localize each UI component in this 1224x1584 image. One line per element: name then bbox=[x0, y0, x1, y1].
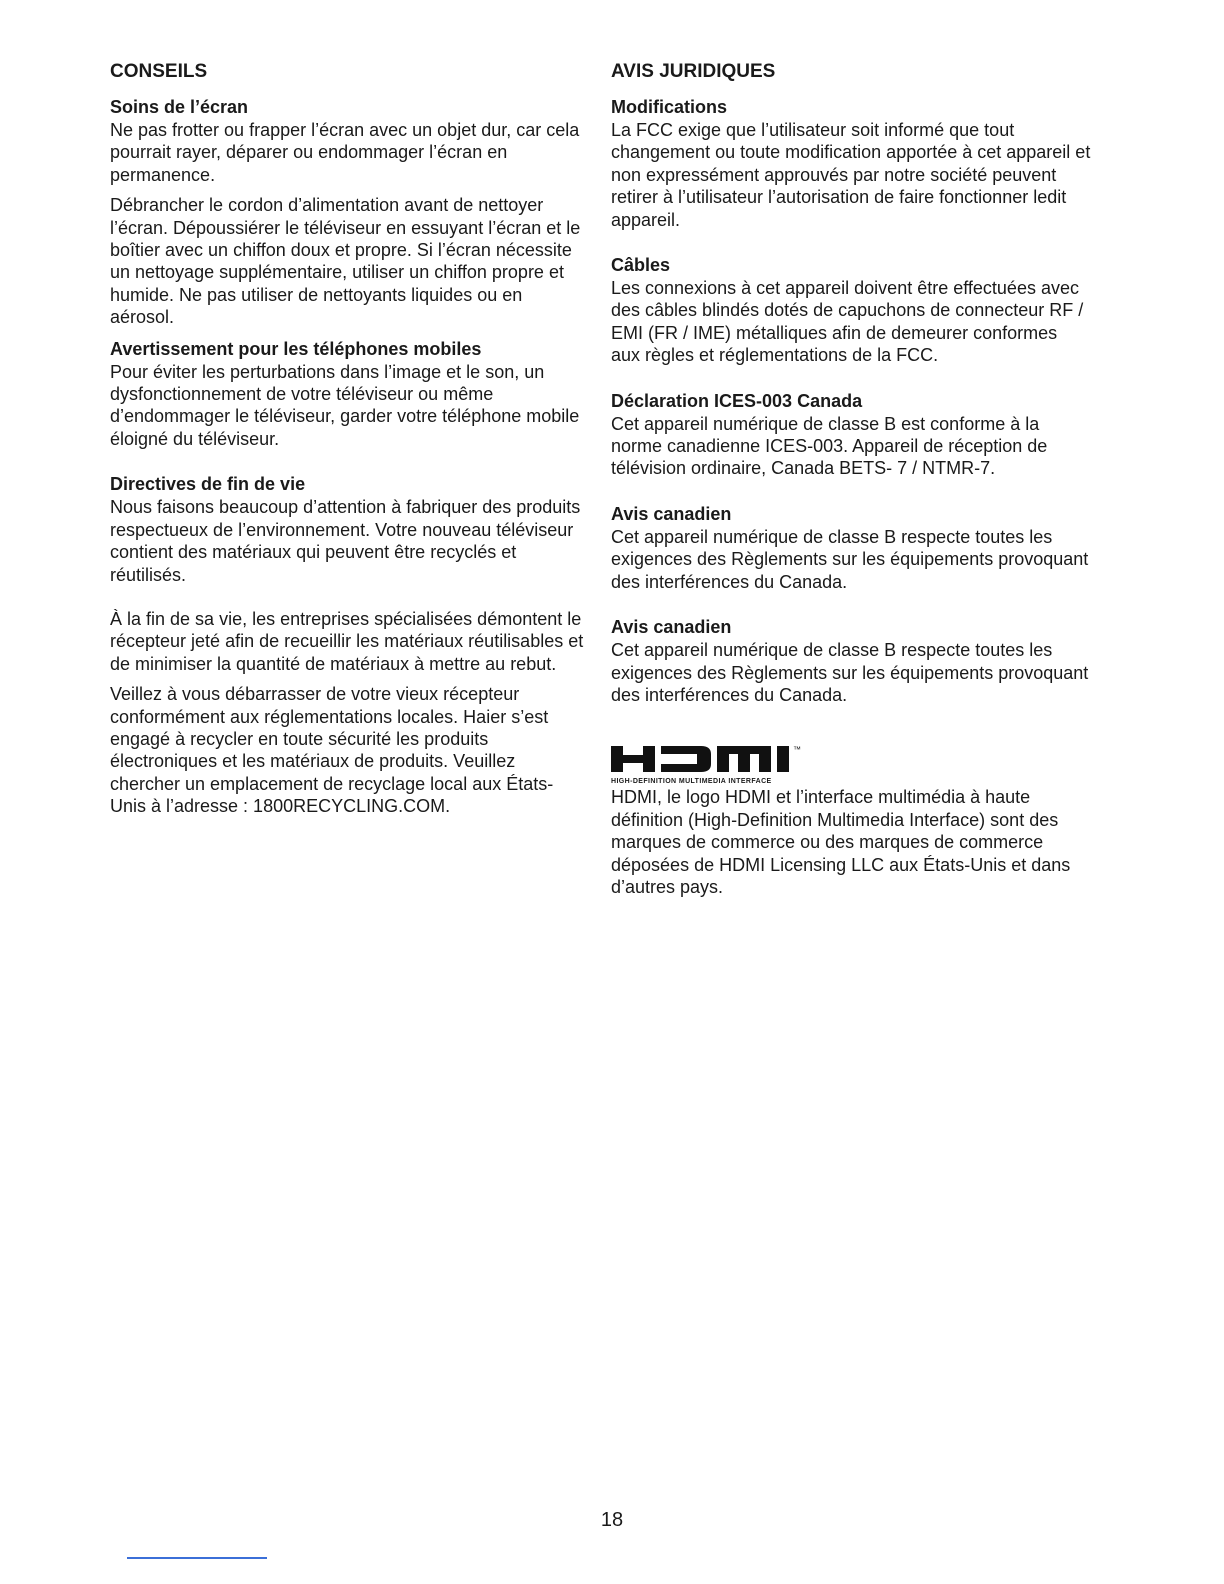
left-column bbox=[110, 60, 585, 826]
heading-screen-care: Soins de l’écran bbox=[110, 97, 249, 117]
heading-end-of-life: Directives de fin de vie bbox=[110, 474, 306, 495]
heading-avis-canadien: Avis canadien bbox=[611, 617, 732, 638]
heading-cables: Câbles bbox=[611, 255, 671, 276]
bottom-rule bbox=[127, 1557, 267, 1559]
heading-ices: Déclaration ICES-003 Canada bbox=[611, 390, 863, 411]
paragraph: La FCC exige que l’utilisateur soit informé que tout changement ou toute modification apportée à cet appareil et non expressément approuvés par notre société peuvent retirer à l’utilisateur l’autorisation de faire fonctionner ledit appareil. bbox=[611, 120, 1091, 230]
section-title-avis-juridiques: AVIS JURIDIQUES bbox=[611, 61, 776, 82]
paragraph: Veillez à vous débarrasser de votre vieux récepteur conformément aux réglementations locales. Haier s’est engagé à recycler en toute sécurité les produits électroniques et les matériaux de produits. Veuillez chercher un emplacement de recyclage local aux États-Unis à l’adresse : 1800RECYCLING.COM. bbox=[110, 684, 554, 817]
hdmi-logo bbox=[611, 742, 831, 786]
hdmi-logo-subtitle: HIGH-DEFINITION MULTIMEDIA INTERFACE bbox=[611, 778, 772, 786]
paragraph: À la fin de sa vie, les entreprises spécialisées démontent le récepteur jeté afin de recueillir les matériaux réutilisables et de minimiser la quantité de matériaux à mettre au rebut. bbox=[110, 608, 584, 674]
paragraph: Ne pas frotter ou frapper l’écran avec un objet dur, car cela pourrait rayer, déparer ou endommager l’écran en permanence. bbox=[110, 120, 580, 185]
section-title-conseils: CONSEILS bbox=[110, 61, 208, 82]
paragraph: Cet appareil numérique de classe B respecte toutes les exigences des Règlements sur les équipements provoquant des interférences du Canada. bbox=[611, 640, 1089, 705]
paragraph: Pour éviter les perturbations dans l’image et le son, un dysfonctionnement de votre téléviseur ou même d’endommager le téléviseur, garder votre téléphone mobile éloigné du téléviseur. bbox=[110, 361, 580, 449]
paragraph-hdmi: HDMI, le logo HDMI et l’interface multimédia à haute définition (High-Definition Multimedia Interface) sont des marques de commerce ou des marques de commerce déposées de HDMI Licensing LLC aux États-Unis et dans d’autres pays. bbox=[611, 787, 1071, 897]
right-column bbox=[611, 60, 1091, 906]
paragraph: Cet appareil numérique de classe B respecte toutes les exigences des Règlements sur les équipements provoquant des interférences du Canada. bbox=[611, 526, 1089, 592]
paragraph: Cet appareil numérique de classe B est conforme à la norme canadienne ICES-003. Appareil de réception de télévision ordinaire, Canada BETS- 7 / NTMR-7. bbox=[611, 413, 1048, 479]
page-number: 18 bbox=[600, 1509, 624, 1531]
heading-mobile-warning: Avertissement pour les téléphones mobiles bbox=[110, 338, 482, 359]
heading-modifications: Modifications bbox=[611, 97, 727, 117]
paragraph: Nous faisons beaucoup d’attention à fabriquer des produits respectueux de l’environnement. Votre nouveau téléviseur contient des matériaux qui peuvent être recyclés et réutilisés. bbox=[110, 497, 581, 585]
trademark-symbol: ™ bbox=[793, 745, 801, 755]
heading-avis-canadien: Avis canadien bbox=[611, 503, 732, 524]
paragraph: Les connexions à cet appareil doivent être effectuées avec des câbles blindés dotés de capuchons de connecteur RF / EMI (FR / IME) métalliques afin de demeurer conformes aux règles et réglementations de la FCC. bbox=[611, 278, 1084, 366]
paragraph: Débrancher le cordon d’alimentation avant de nettoyer l’écran. Dépoussiérer le téléviseur en essuyant l’écran et le boîtier avec un chiffon doux et propre. Si l’écran nécessite un nettoyage supplémentaire, utiliser un chiffon propre et humide. Ne pas utiliser de nettoyants liquides ou en aérosol. bbox=[110, 195, 581, 328]
hdmi-logo-mark bbox=[611, 742, 831, 776]
